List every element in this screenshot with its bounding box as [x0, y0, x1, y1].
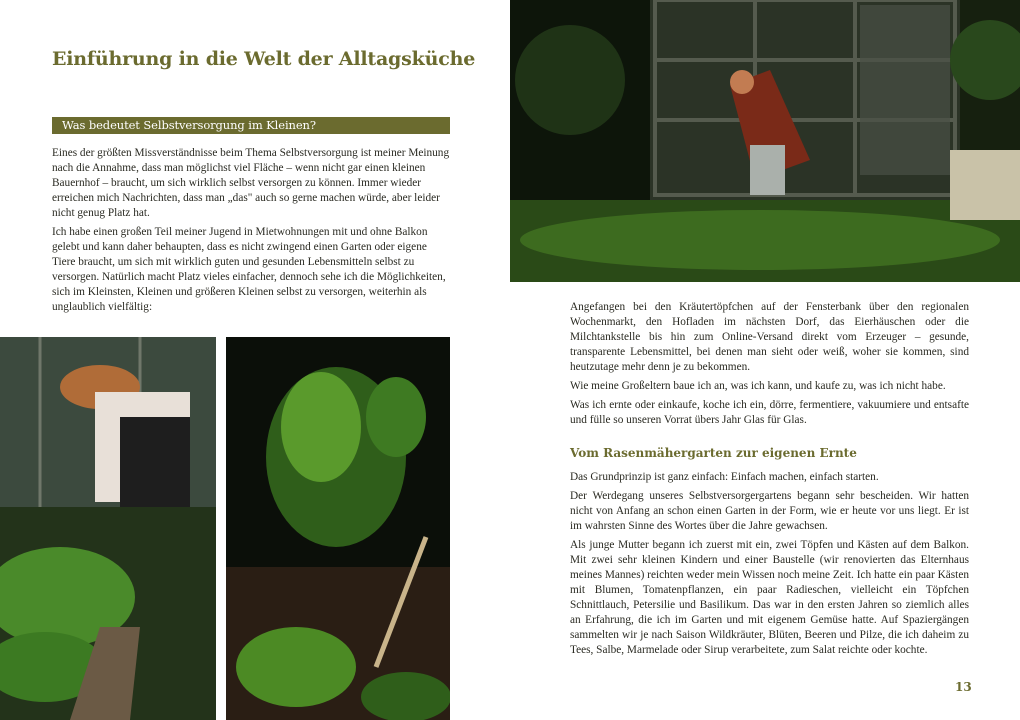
right-paragraph: Als junge Mutter begann ich zuerst mit ein, zwei Töpfen und Kästen auf dem Balkon. Mit zwei sehr kleinen Kindern und einer Baustelle (wir renovierten das Elternhaus meines Mannes) reichten weder mein Wissen noch meine Zeit. Ich hatte ein paar Kästen mit Blumen, Tomatenpflanzen, ein paar Radieschen, vielleicht ein Töpfchen Schnittlauch, Petersilie und Basilikum. Das war in den ersten Jahren so ziemlich alles an Erfahrung, die ich im Garten und mit eigenem Gemüse hatte. Auf Spaziergängen sammelten wir je nach Saison Wildkräuter, Blüten, Beeren und Pilze, die ich daheim zu Tees, Salbe, Marmelade oder Sirup verarbeitete, zum Salat reichte oder kochte. [570, 539, 969, 656]
left-paragraph: Ich habe einen großen Teil meiner Jugend in Mietwohnungen mit und ohne Balkon gelebt und kann daher behaupten, dass es nicht zwingend einen Garten oder eigene Tiere braucht, um sich mit wirklich guten und gesunden Lebensmitteln selbst zu versorgen. Natürlich macht Platz vieles einfacher, dennoch sehe ich die Möglichkeiten, sich im Kleinsten, Kleinen und größeren Kleinen selbst zu versorgen, weiterhin als unglaublich vielfältig: [52, 226, 446, 313]
right-paragraph: Der Werdegang unseres Selbstversorgergartens begann sehr bescheiden. Wir hatten nicht von Anfang an schon einen Garten in der Form, wie er heute vor uns liegt. Er ist im wahrsten Sinne des Wortes über die Jahre gewachsen. [570, 490, 969, 532]
greenhouse-photo [510, 0, 1020, 282]
right-paragraph: Das Grundprinzip ist ganz einfach: Einfach machen, einfach starten. [570, 471, 879, 483]
carrot-seedlings-photo [226, 337, 450, 720]
right-paragraph: Angefangen bei den Kräutertöpfchen auf der Fensterbank über den regionalen Wochenmarkt, den Hofladen im nächsten Dorf, das Eierhäuschen oder die Milchtankstelle bis hin zum Online-Versand direkt vom Erzeuger – gesunde, transparente Lebensmittel, bei denen man sieht oder weiß, woher sie kommen, sind heutzutage mehr denn je zu bekommen. [570, 301, 969, 373]
right-text-column [570, 300, 969, 662]
page-title: Einführung in die Welt der Alltagsküche [52, 48, 476, 70]
subheading: Vom Rasenmähergarten zur eigenen Ernte [570, 446, 857, 460]
right-paragraph: Was ich ernte oder einkaufe, koche ich ein, dörre, fermentiere, vakuumiere und entsafte und fülle so unseren Vorrat übers Jahr Glas für Glas. [570, 399, 969, 426]
page-number: 13 [955, 680, 972, 694]
left-paragraph: Eines der größten Missverständnisse beim Thema Selbstversorgung ist meiner Meinung nach die Annahme, dass man möglichst viel Fläche – wenn nicht gar einen kleinen Bauernhof – braucht, um sich wirklich selbst versorgen zu können. Immer wieder erreichen mich Nachrichten, dass man „das" auch so gerne machen würde, aber leider nicht genug Platz hat. [52, 147, 450, 219]
left-text-column [52, 146, 450, 319]
section-heading-bar: Was bedeutet Selbstversorgung im Kleinen? [52, 117, 450, 134]
right-paragraph: Wie meine Großeltern baue ich an, was ich kann, und kaufe zu, was ich nicht habe. [570, 380, 946, 392]
gardener-photo [0, 337, 216, 720]
